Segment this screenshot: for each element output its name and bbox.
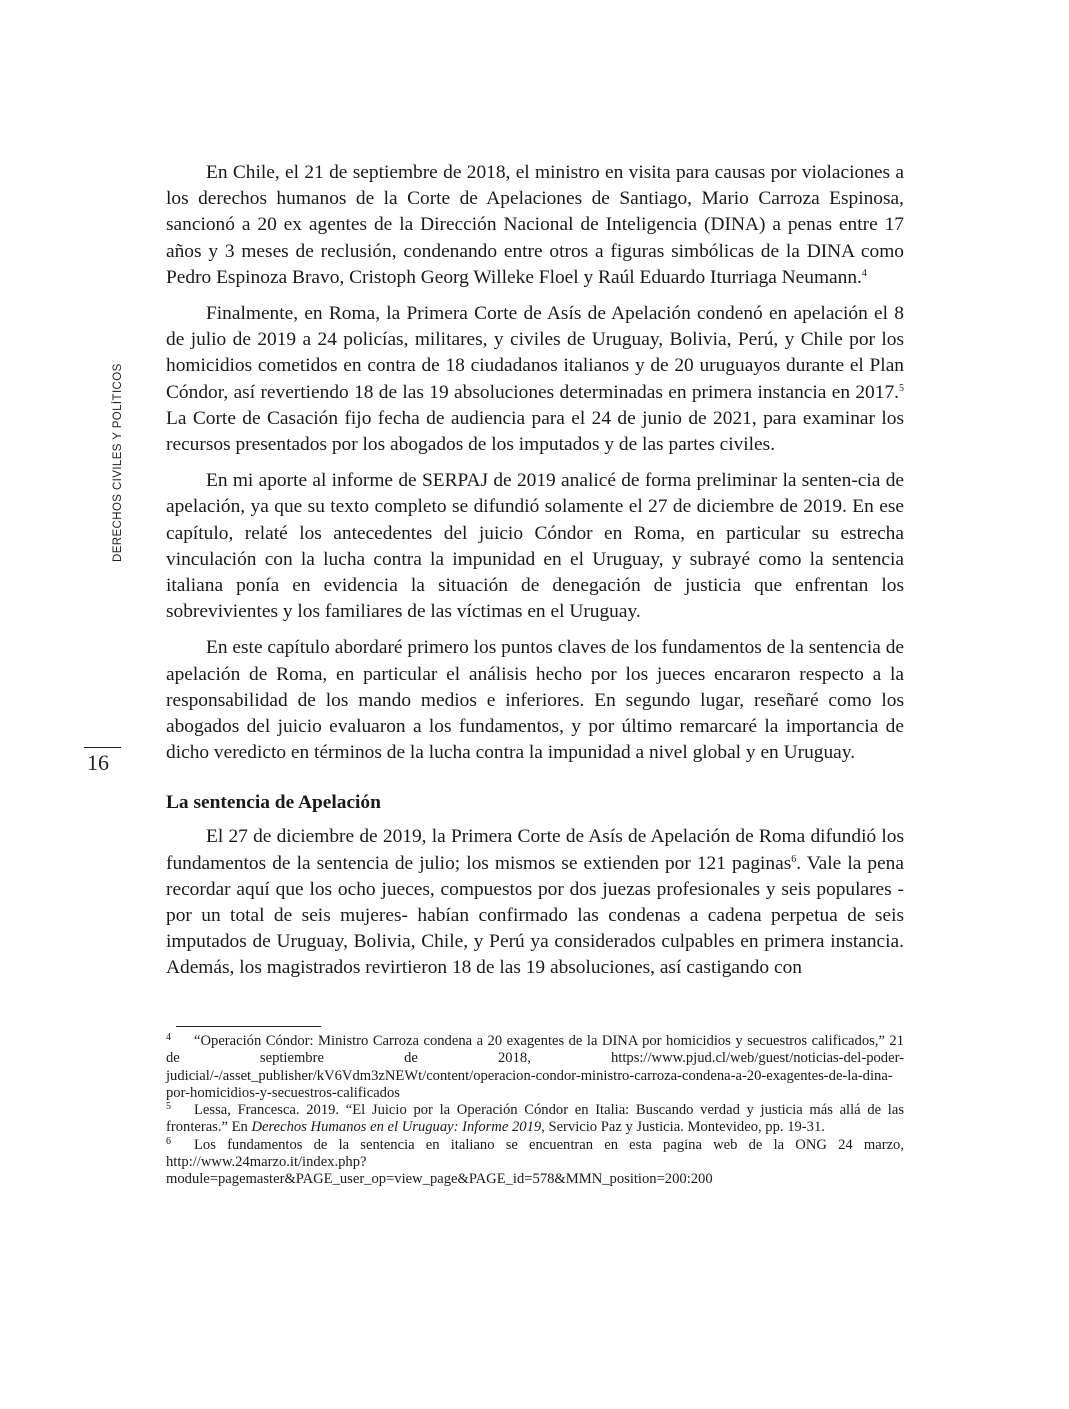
footnote-6-text: Los fundamentos de la sentencia en italiano se encuentran en esta pagina web de la ONG 24 marzo, http://www.24marzo.it/index.php?module=pagemaster&PAGE_user_op=view_page&PAGE_id=578&MMN_position=200:200 <box>166 1136 904 1188</box>
section-heading: La sentencia de Apelación <box>166 792 381 814</box>
footnotes <box>166 1033 904 1189</box>
footnote-5-text-a: Lessa, Francesca. 2019. “El Juicio por la Operación Cóndor en Italia: Buscando verdad y justicia más allá de las fronteras.” En <box>166 1102 904 1136</box>
paragraph-5-text-a: El 27 de diciembre de 2019, la Primera Corte de Asís de Apelación de Roma difundió los fundamentos de la sentencia de julio; los mismos se extienden por 121 paginas <box>166 826 904 874</box>
page-number-rule <box>84 747 121 748</box>
footnote-ref-5[interactable]: 5 <box>899 382 904 394</box>
footnote-ref-6[interactable]: 6 <box>791 853 797 865</box>
main-text <box>166 160 904 992</box>
paragraph-3: En mi aporte al informe de SERPAJ de 2019 analicé de forma preliminar la senten-cia de apelación, ya que su texto completo se difundió solamente el 27 de diciembre de 2019. En ese capítulo, relaté los antecedentes del juicio Cóndor en Roma, en particular su estrecha vinculación con la lucha contra la impunidad en el Uruguay, y subrayé como la sentencia italiana ponía en evidencia la situación de denegación de justicia que enfrentan los sobrevivientes y los familiares de las víctimas en el Uruguay. <box>166 470 904 623</box>
paragraph-4: En este capítulo abordaré primero los puntos claves de los fundamentos de la sentencia de apelación de Roma, en particular el análisis hecho por los jueces encararon respecto a la responsabilidad de los mando medios e inferiores. En segundo lugar, reseñaré como los abogados del juicio evaluaron a los fundamentos, y por último remarcaré la importancia de dicho veredicto en términos de la lucha contra la impunidad a nivel global y en Uruguay. <box>166 637 904 764</box>
paragraph-1-text: En Chile, el 21 de septiembre de 2018, el ministro en visita para causas por violaciones a los derechos humanos de la Corte de Apelaciones de Santiago, Mario Carroza Espinosa, sancionó a 20 ex agentes de la Dirección Nacional de Inteligencia (DINA) a penas entre 17 años y 3 meses de reclusión, condenando entre otros a figuras simbólicas de la DINA como Pedro Espinoza Bravo, Cristoph Georg Willeke Floel y Raúl Eduardo Iturriaga Neumann. <box>166 162 904 288</box>
footnote-4: 4 “Operación Cóndor: Ministro Carroza condena a 20 exagentes de la DINA por homicidios y secuestros calificados,” 21 de septiembre de 2018, https://www.pjud.cl/web/guest/noticias-del-poder-judicial/-/asset_publisher/kV6Vdm3zNEWt/content/operacion-condor-ministro-carroza-condena-a-20-exagentes-de-la-dina-por-homicidios-y-secuestros-calificados <box>166 1032 904 1101</box>
footnote-5-text-b: Servicio Paz y Justicia. Montevideo, pp. 19-31. <box>544 1119 825 1136</box>
footnote-5-title: Derechos Humanos en el Uruguay: Informe 2019, <box>251 1119 545 1136</box>
footnote-separator <box>176 1026 321 1027</box>
paragraph-2-text-a: Finalmente, en Roma, la Primera Corte de Asís de Apelación condenó en apelación el 8 de julio de 2019 a 24 policías, militares, y civiles de Uruguay, Bolivia, Perú, y Chile por los homicidios cometidos en contra de 18 ciudadanos italianos y de 20 uruguayos durante el Plan Cóndor, así revertiendo 18 de las 19 absoluciones determinadas en primera instancia en 2017. <box>166 303 904 403</box>
footnote-6: 6 Los fundamentos de la sentencia en italiano se encuentran en esta pagina web de la ONG 24 marzo, http://www.24marzo.it/index.php?module=pagemaster&PAGE_user_op=view_page&PAGE_id=578&MMN_position=200:200 <box>166 1135 904 1188</box>
paragraph-5 <box>166 824 904 981</box>
paragraph-1 <box>166 160 904 291</box>
running-title: DERECHOS CIVILES Y POLÍTICOS <box>112 363 124 562</box>
footnote-4-text: “Operación Cóndor: Ministro Carroza condena a 20 exagentes de la DINA por homicidios y secuestros calificados,” 21 de septiembre de 2018, https://www.pjud.cl/web/guest/noticias-del-poder-judicial/-/asset_publisher/kV6Vdm3zNEWt/content/operacion-condor-ministro-carroza-condena-a-20-exagentes-de-la-dina-por-homicidios-y-secuestros-calificados <box>166 1033 904 1101</box>
paragraph-5-text-b: . Vale la pena recordar aquí que los ocho jueces, compuestos por dos juezas profesionales y seis populares -por un total de seis mujeres- habían confirmado las condenas a cadena perpetua de seis imputados de Uruguay, Bolivia, Chile, y Perú ya considerados culpables en primera instancia. Además, los magistrados revirtieron 18 de las 19 absoluciones, así castigando con <box>166 852 904 979</box>
paragraph-2 <box>166 301 904 458</box>
footnote-ref-4[interactable]: 4 <box>861 267 867 279</box>
page-number: 16 <box>87 750 109 775</box>
paragraph-2-text-b: La Corte de Casación fijo fecha de audiencia para el 24 de junio de 2021, para examinar los recursos presentados por los abogados de los imputados y de las partes civiles. <box>166 407 904 456</box>
footnote-5: 5 Lessa, Francesca. 2019. “El Juicio por la Operación Cóndor en Italia: Buscando verdad y justicia más allá de las fronteras.” En Derechos Humanos en el Uruguay: Informe 2019, Servicio Paz y Justicia. Montevideo, pp. 19-31. <box>166 1101 904 1136</box>
